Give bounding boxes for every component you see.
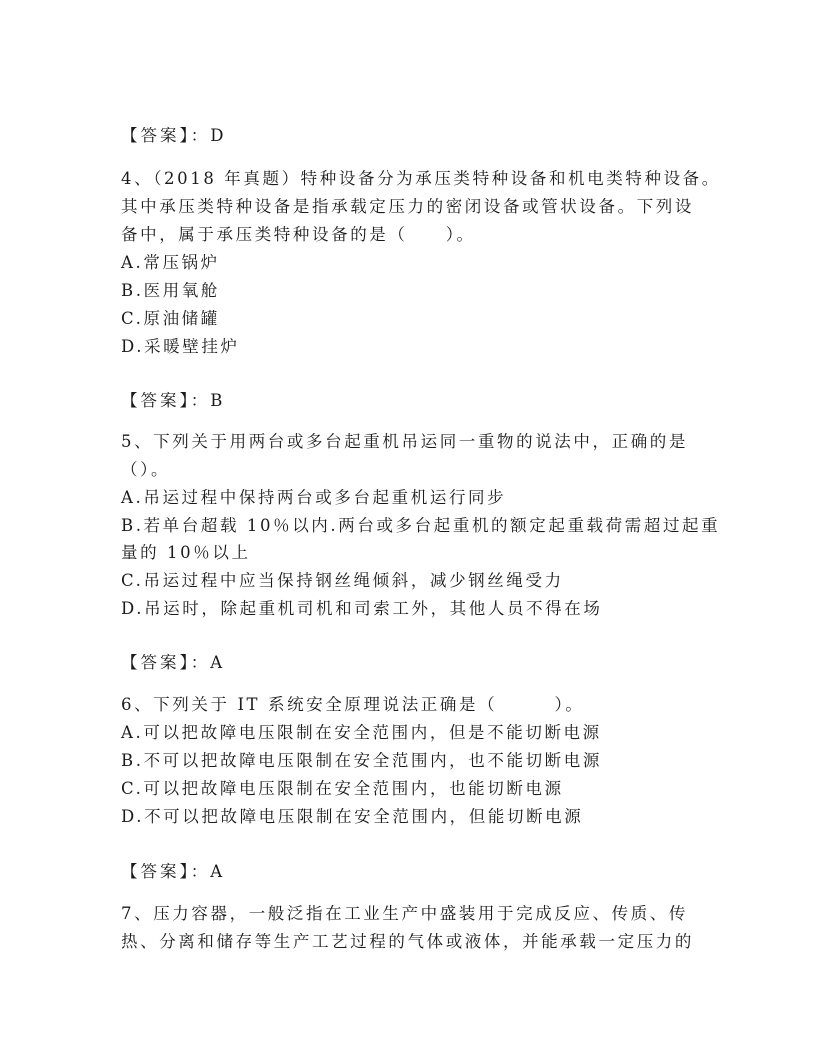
answer-label: 【答案】：B [121, 391, 226, 410]
option-a: A.常压锅炉 [121, 253, 220, 272]
answer-label: 【答案】：A [121, 653, 226, 672]
option-b: B.若单台超载 10％以内.两台或多台起重机的额定起重载荷需超过起重 [121, 516, 721, 535]
answer-label: 【答案】：A [121, 862, 226, 881]
question-text-line: 备中，属于承压类特种设备的是（ ）。 [121, 225, 476, 244]
option-c: C.原油储罐 [121, 309, 220, 328]
answer-label: 【答案】：D [121, 126, 227, 145]
option-b-continued: 量的 10％以上 [121, 543, 251, 562]
option-c: C.吊运过程中应当保持钢丝绳倾斜，减少钢丝绳受力 [121, 571, 564, 590]
option-d: D.采暖壁挂炉 [121, 337, 240, 356]
question-text-line: 7、压力容器，一般泛指在工业生产中盛装用于完成反应、传质、传 [121, 904, 688, 923]
question-text-line: 6、下列关于 IT 系统安全原理说法正确是（ ）。 [121, 695, 585, 714]
option-b: B.不可以把故障电压限制在安全范围内，也不能切断电源 [121, 751, 602, 770]
option-a: A.吊运过程中保持两台或多台起重机运行同步 [121, 488, 507, 507]
question-text-line: 5、下列关于用两台或多台起重机吊运同一重物的说法中，正确的是 [121, 432, 688, 451]
option-d: D.吊运时，除起重机司机和司索工外，其他人员不得在场 [121, 599, 603, 618]
question-text-line: 其中承压类特种设备是指承载定压力的密闭设备或管状设备。下列设 [121, 197, 694, 216]
question-text-line: 4、（2018 年真题）特种设备分为承压类特种设备和机电类特种设备。 [121, 169, 721, 188]
question-text-line: 热、分离和储存等生产工艺过程的气体或液体，并能承载一定压力的 [121, 932, 694, 951]
option-b: B.医用氧舱 [121, 281, 220, 300]
option-c: C.可以把故障电压限制在安全范围内，也能切断电源 [121, 779, 564, 798]
option-d: D.不可以把故障电压限制在安全范围内，但能切断电源 [121, 807, 584, 826]
option-a: A.可以把故障电压限制在安全范围内，但是不能切断电源 [121, 723, 602, 742]
question-text-line: （）。 [121, 460, 171, 479]
